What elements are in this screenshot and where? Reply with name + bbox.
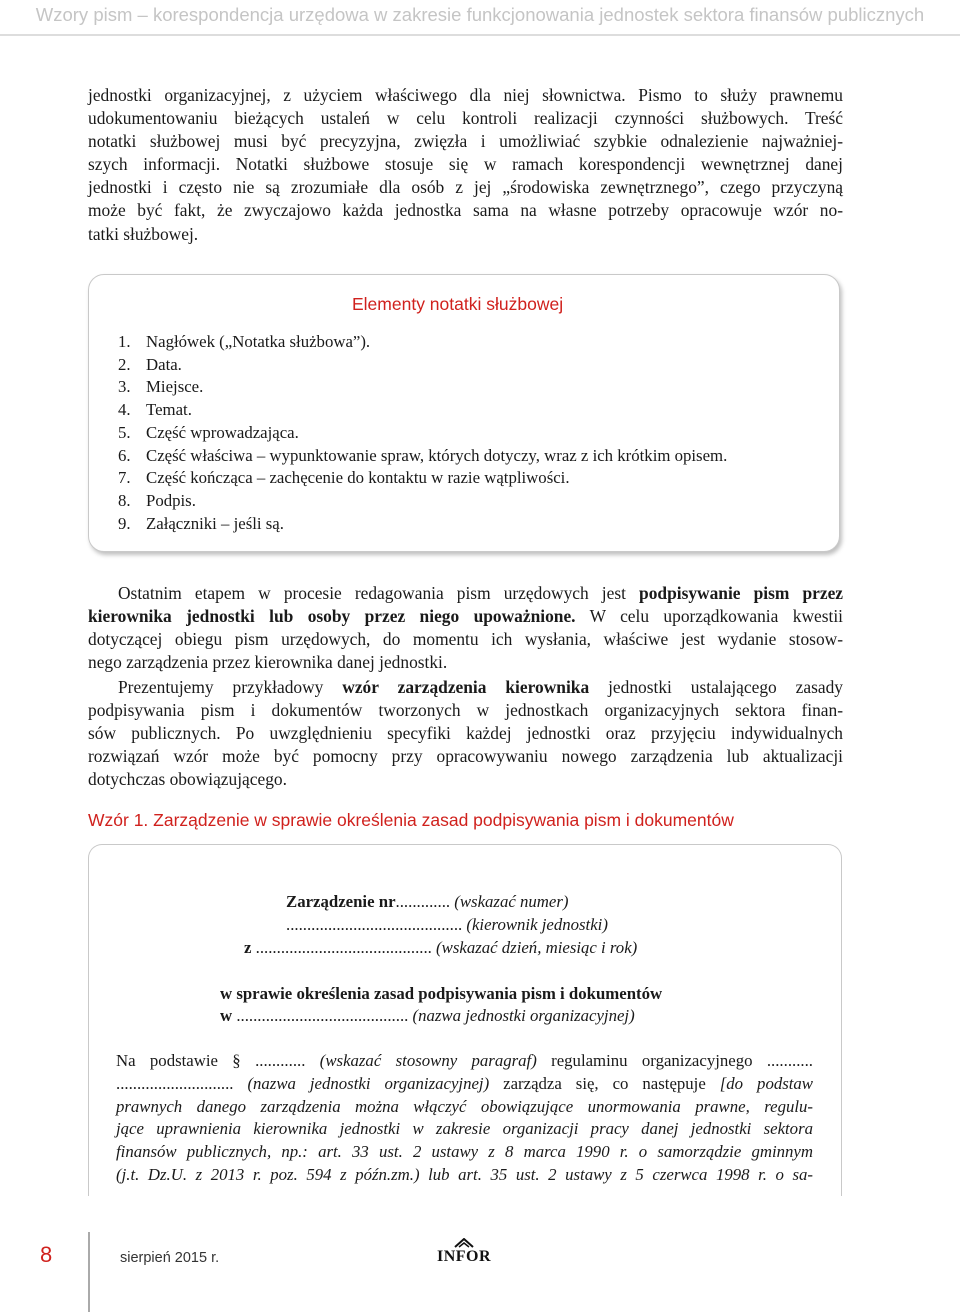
logo-text: INFOR: [436, 1248, 492, 1265]
template-paragraph: [88, 676, 843, 791]
list-item-number: 1.: [118, 332, 131, 351]
list-item: [118, 376, 727, 399]
list-item-text: Temat.: [146, 400, 192, 420]
paragraph-line: dotyczącej obiegu pism urzędowych, do momentu ich wysłania, właściwe jest wydanie stosow-: [88, 629, 843, 650]
bold-run: z: [244, 938, 252, 957]
bold-run: kierownika jednostki lub osoby przez niego upoważnione.: [88, 606, 576, 627]
body-line: [116, 1164, 813, 1187]
list-item-number: 6.: [118, 445, 131, 465]
order-body: [116, 1050, 813, 1187]
infor-logo: [430, 1238, 498, 1272]
text-run: regulaminu organizacyjnego ...........: [536, 1051, 813, 1070]
text-run: Na podstawie §: [116, 1051, 256, 1070]
intro-paragraph: [88, 84, 843, 246]
page-number: 8: [40, 1242, 53, 1267]
intro-line: szych informacji. Notatki służbowe stosuje się w ramach korespondencji wewnętrznej danej: [88, 154, 843, 175]
paragraph-line: rozwiązań wzór może być pomocny przy opracowywaniu nowego zarządzenia lub aktualizacji: [88, 746, 843, 767]
list-item-text: Data.: [146, 354, 182, 374]
text-run: zarządza się, co następuje: [489, 1073, 720, 1093]
box-title: Elementy notatki służbowej: [352, 294, 564, 314]
paragraph-line: nego zarządzenia przez kierownika danej jednostki.: [88, 652, 448, 673]
text-run: ..........................................: [286, 915, 463, 934]
order-number-line: Zarządzenie nr............. (wskazać numer): [286, 892, 569, 911]
intro-line: tatki służbowej.: [88, 223, 199, 244]
text-run: ............................: [116, 1073, 234, 1093]
template-title: Wzór 1. Zarządzenie w sprawie określenia zasad podpisywania pism i dokumentów: [88, 810, 734, 830]
list-item-text: Część wprowadzająca.: [146, 422, 299, 442]
italic-run: finansów publicznych, np.: art. 33 ust. 2 ustawy z 8 marca 1990 r. o samorządzie gminnym: [116, 1142, 813, 1162]
text-run: Ostatnim etapem w procesie redagowania pism urzędowych jest: [118, 583, 640, 603]
intro-line: jednostki i często nie są zrozumiałe dla osób z jej „środowiska zewnętrznego”, czego przyczyną: [88, 177, 843, 198]
intro-line: jednostki organizacyjnej, z użyciem właściwego dla niej słownictwa. Pismo to służy prawnemu: [88, 85, 843, 105]
intro-line: notatki służbowej musi być precyzyjna, zwięzła i umożliwiać szybkie odnalezienie najważniej-: [88, 131, 843, 152]
running-header: Wzory pism – korespondencja urzędowa w zakresie funkcjonowania jednostek sektora finansów publicznych: [35, 4, 925, 25]
text-run: Prezentujemy przykładowy: [118, 677, 343, 697]
manager-line: [286, 914, 608, 936]
text-run: ..........................................: [251, 938, 432, 957]
paragraph-line: [88, 676, 843, 699]
intro-line: może być fakt, że zwyczajowo każda jednostka sama na własne potrzeby opracowuje wzór no-: [88, 200, 843, 221]
date-line: [244, 937, 637, 959]
intro-line: udokumentowaniu bieżących ustaleń w celu kontroli realizacji czynności służbowych. Treść: [88, 108, 843, 129]
list-item: [118, 490, 727, 513]
bold-run: wzór zarządzenia kierownika: [342, 677, 590, 697]
unit-line: [220, 1005, 635, 1027]
elements-list: [118, 331, 727, 535]
bold-run: w: [220, 1006, 233, 1025]
list-item-number: 5.: [118, 422, 131, 442]
logo-mark-icon: [454, 1238, 474, 1248]
list-item-text: Miejsce.: [146, 377, 204, 397]
italic-run: (wskazać numer): [450, 892, 569, 911]
paragraph-line: [88, 582, 843, 605]
subject-line: [220, 983, 662, 1005]
list-item-number: 9.: [118, 513, 131, 533]
bold-run: podpisywanie pism przez: [639, 583, 844, 603]
italic-run: (nazwa jednostki organizacyjnej): [233, 1073, 490, 1093]
italic-run: prawnych danego zarządzenia można włączyć obowiązujące unormowania prawne, regulu-: [116, 1096, 813, 1116]
paragraph-line: sów publicznych. Po uwzględnieniu specyfiki każdej jednostki oraz przyjęciu indywidualnych: [88, 723, 843, 744]
italic-run: (j.t. Dz.U. z 2013 r. poz. 594 z późn.zm.) lub art. 35 ust. 2 ustawy z 5 czerwca 1998 r. o sa-: [116, 1164, 813, 1184]
list-item-number: 8.: [118, 490, 131, 510]
italic-run: jące uprawnienia kierownika jednostki w zakresie organizacji pracy danej jednostki sektora: [116, 1119, 813, 1139]
italic-run: [do podstaw: [719, 1073, 813, 1093]
list-item: [118, 399, 727, 422]
footer-date: sierpień 2015 r.: [120, 1250, 220, 1266]
list-item: [118, 445, 727, 468]
text-run: .........................................: [232, 1006, 409, 1025]
bold-run: w sprawie określenia zasad podpisywania pism i dokumentów: [220, 984, 663, 1003]
text-run: ............: [255, 1051, 306, 1070]
list-item-text: Załączniki – jeśli są.: [146, 513, 284, 533]
list-item-text: Część właściwa – wypunktowanie spraw, których dotyczy, wraz z ich krótkim opisem.: [146, 445, 728, 465]
text-run: jednostki ustalającego zasady: [589, 677, 843, 697]
list-item: [118, 422, 727, 445]
paragraph-line: [88, 605, 843, 628]
list-item-text: Podpis.: [146, 490, 196, 510]
text-run: W celu uporządkowania kwestii: [575, 606, 843, 627]
footer-divider: [88, 1232, 90, 1312]
signing-paragraph: [88, 582, 843, 674]
bold-run: Zarządzenie nr: [286, 892, 396, 911]
list-item-number: 4.: [118, 400, 131, 420]
list-item: [118, 354, 727, 377]
body-line: [116, 1050, 813, 1073]
text-run: ...: [395, 892, 409, 911]
italic-run: (wskazać stosowny paragraf): [305, 1051, 537, 1070]
list-item-number: 3.: [118, 377, 131, 397]
italic-run: (wskazać dzień, miesiąc i rok): [431, 938, 638, 957]
italic-run: (nazwa jednostki organizacyjnej): [408, 1006, 635, 1025]
list-item-text: Część kończąca – zachęcenie do kontaktu w razie wątpliwości.: [146, 468, 570, 488]
list-item: [118, 331, 727, 354]
header-divider: [0, 34, 960, 36]
list-item: [118, 467, 727, 490]
italic-run: (kierownik jednostki): [462, 915, 608, 934]
paragraph-line: dotychczas obowiązującego.: [88, 769, 287, 790]
list-item-text: Nagłówek („Notatka służbowa”).: [146, 332, 371, 351]
body-line: [116, 1073, 813, 1096]
list-item-number: 2.: [118, 354, 131, 374]
body-line: [116, 1096, 813, 1119]
paragraph-line: podpisywania pism i dokumentów tworzonych w jednostkach organizacyjnych sektora finan-: [88, 700, 843, 721]
body-line: [116, 1118, 813, 1141]
list-item: [118, 513, 727, 536]
body-line: [116, 1141, 813, 1164]
list-item-number: 7.: [118, 468, 131, 488]
